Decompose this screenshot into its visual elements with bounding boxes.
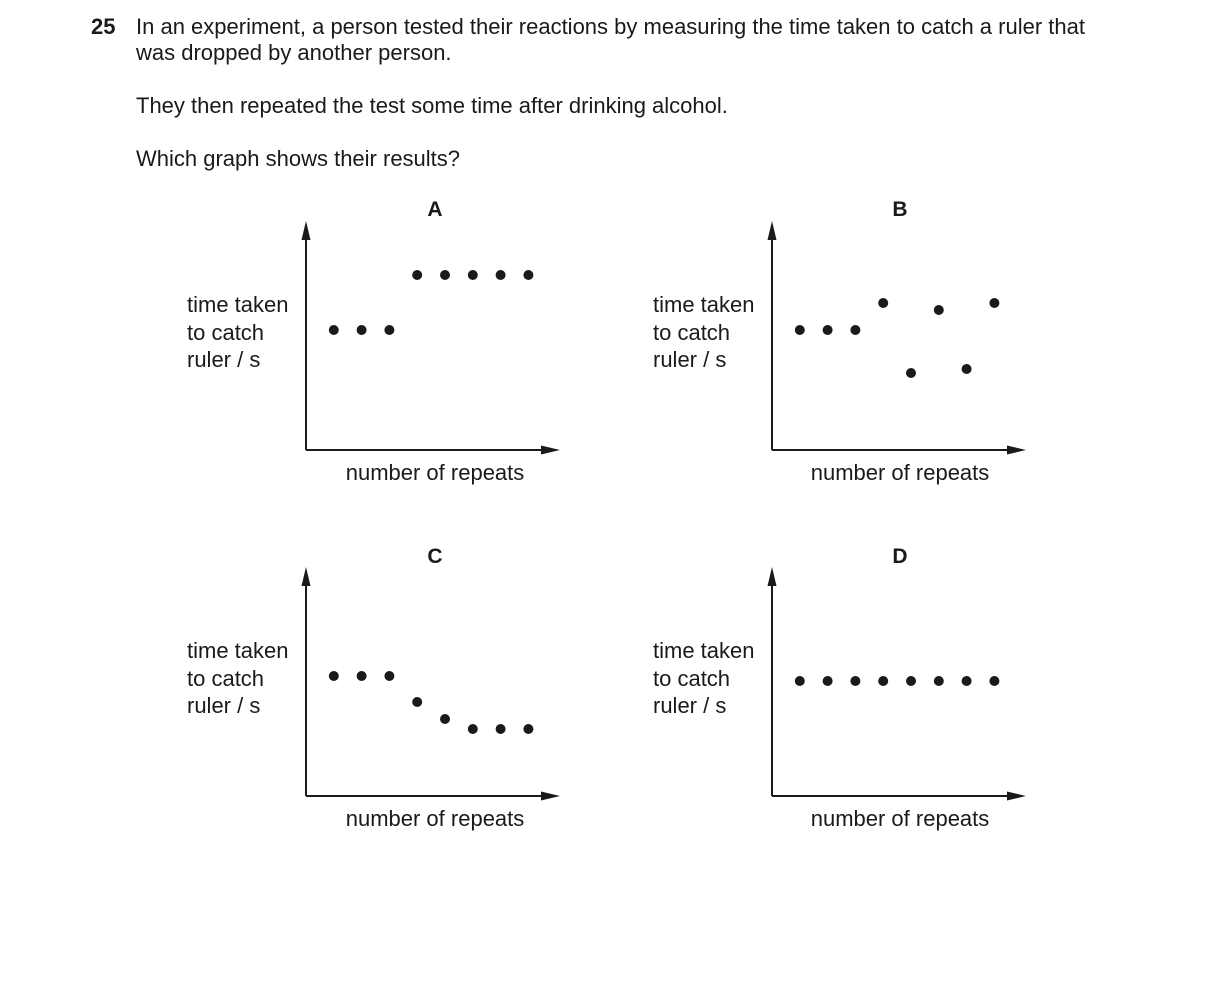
graph-d-y-axis-label: time taken to catch ruler / s (653, 638, 755, 718)
graph-a-point-4 (412, 270, 422, 280)
graph-c-y-arrow (302, 567, 311, 586)
graph-d-point-8 (989, 676, 999, 686)
graph-d-point-6 (934, 676, 944, 686)
graph-c-y-axis-label: time taken to catch ruler / s (187, 638, 289, 718)
graph-a-point-8 (523, 270, 533, 280)
graph-c-x-axis-label: number of repeats (345, 806, 525, 831)
graph-d-y-arrow (768, 567, 777, 586)
graph-b-point-1 (795, 325, 805, 335)
graph-d-x-axis-label: number of repeats (810, 806, 990, 831)
graph-c-point-7 (496, 724, 506, 734)
graph-a-point-6 (468, 270, 478, 280)
graph-b-point-7 (962, 364, 972, 374)
question-text-line-2: was dropped by another person. (136, 40, 452, 65)
graph-a-point-3 (384, 325, 394, 335)
graph-b-point-5 (906, 368, 916, 378)
question-number: 25 (91, 14, 116, 39)
graph-b-y-axis-label: time taken to catch ruler / s (653, 292, 755, 372)
graph-b-y-arrow (768, 221, 777, 240)
graph-a-point-7 (496, 270, 506, 280)
question-prompt: Which graph shows their results? (136, 146, 461, 171)
graph-c-point-6 (468, 724, 478, 734)
graph-c-point-8 (523, 724, 533, 734)
graph-d-point-3 (850, 676, 860, 686)
graph-c-point-4 (412, 697, 422, 707)
graph-d-point-2 (823, 676, 833, 686)
graph-d-label: D (892, 545, 908, 568)
question-text-line-1: In an experiment, a person tested their reactions by measuring the time taken to catch a ruler that (136, 14, 1085, 39)
graph-c-x-arrow (541, 792, 560, 801)
graph-c-point-5 (440, 714, 450, 724)
graph-d-point-1 (795, 676, 805, 686)
graph-b-label: B (892, 198, 908, 221)
graph-c-point-2 (357, 671, 367, 681)
graph-a-point-2 (357, 325, 367, 335)
question-text-line-3: They then repeated the test some time after drinking alcohol. (136, 93, 728, 118)
graph-d-point-4 (878, 676, 888, 686)
graph-d-point-7 (962, 676, 972, 686)
graph-d-point-5 (906, 676, 916, 686)
graph-a-y-arrow (302, 221, 311, 240)
graph-c-point-1 (329, 671, 339, 681)
graph-a-x-axis-label: number of repeats (345, 460, 525, 485)
graph-b-point-8 (989, 298, 999, 308)
graph-a-label: A (427, 198, 443, 221)
graph-b-x-arrow (1007, 446, 1026, 455)
graph-a-x-arrow (541, 446, 560, 455)
graph-a-point-1 (329, 325, 339, 335)
graph-b-point-2 (823, 325, 833, 335)
graph-b-point-3 (850, 325, 860, 335)
graph-b-point-6 (934, 305, 944, 315)
graph-a-point-5 (440, 270, 450, 280)
graph-b-x-axis-label: number of repeats (810, 460, 990, 485)
graph-c-point-3 (384, 671, 394, 681)
graph-b-point-4 (878, 298, 888, 308)
graph-d-x-arrow (1007, 792, 1026, 801)
graph-a-y-axis-label: time taken to catch ruler / s (187, 292, 289, 372)
graph-c-label: C (427, 545, 443, 568)
